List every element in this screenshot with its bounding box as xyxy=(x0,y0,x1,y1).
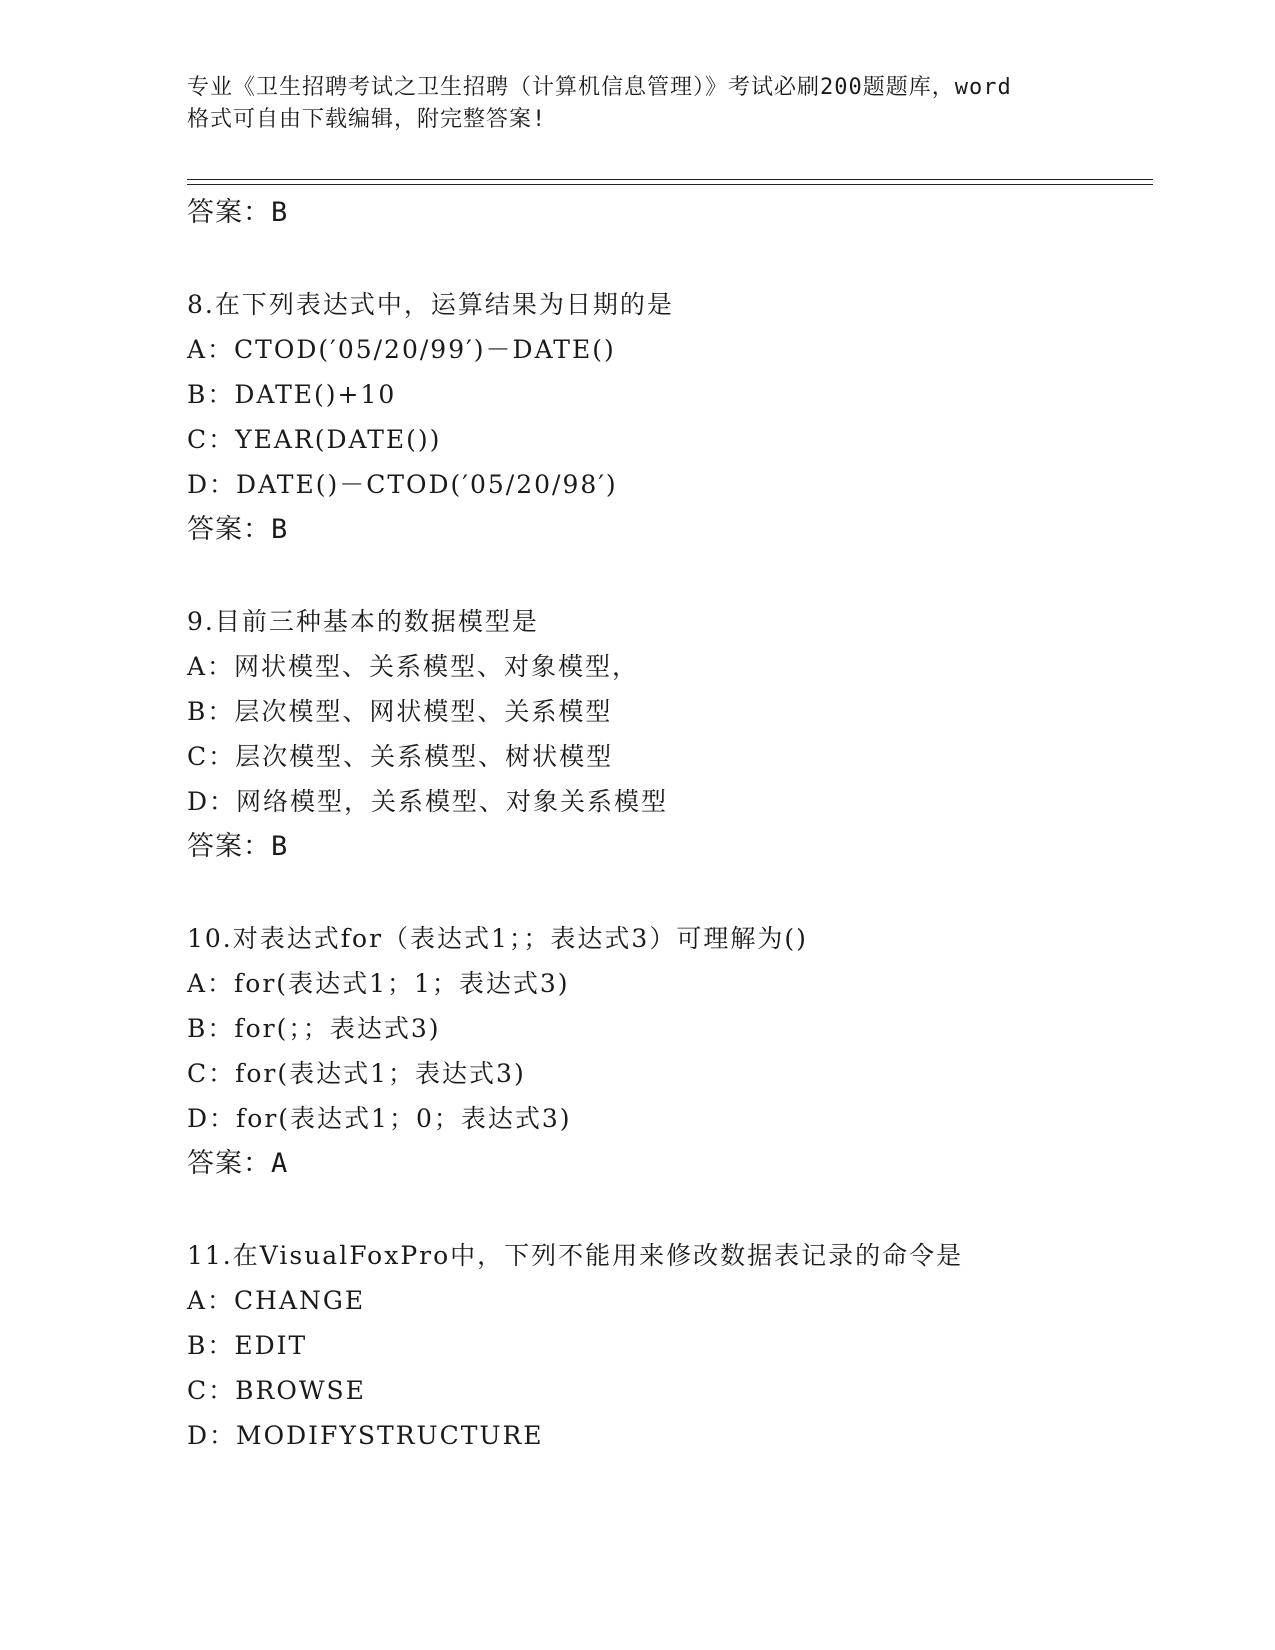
question-block xyxy=(187,599,1147,869)
option-a: A：CHANGE xyxy=(187,1286,366,1315)
spacer xyxy=(187,869,1147,916)
option-c: C：层次模型、关系模型、树状模型 xyxy=(187,742,614,771)
option-b: B：层次模型、网状模型、关系模型 xyxy=(187,697,613,726)
option-d: D：MODIFYSTRUCTURE xyxy=(187,1421,544,1450)
previous-answer: 答案：B xyxy=(187,197,289,228)
option-d: D：DATE()－CTOD(′05/20/98′) xyxy=(187,470,618,499)
option-b: B：for(；；表达式3) xyxy=(187,1014,441,1043)
option-a: A：网状模型、关系模型、对象模型， xyxy=(187,652,640,681)
question-answer: 答案：B xyxy=(187,831,289,862)
question-answer: 答案：B xyxy=(187,514,289,545)
question-stem: 8.在下列表达式中，运算结果为日期的是 xyxy=(187,290,674,319)
question-answer: 答案：A xyxy=(187,1148,289,1179)
spacer xyxy=(187,552,1147,599)
option-d: D：for(表达式1；0；表达式3) xyxy=(187,1104,572,1133)
option-c: C：for(表达式1；表达式3) xyxy=(187,1059,526,1088)
option-b: B：EDIT xyxy=(187,1331,308,1360)
header-title-line-2: 格式可自由下载编辑，附完整答案! xyxy=(187,107,547,132)
spacer xyxy=(187,1186,1147,1233)
header-divider-top xyxy=(187,179,1153,180)
option-a: A：CTOD(′05/20/99′)－DATE() xyxy=(187,335,616,364)
question-stem: 10.对表达式for（表达式1；；表达式3）可理解为() xyxy=(187,924,808,953)
document-header xyxy=(187,72,1087,136)
question-block xyxy=(187,916,1147,1186)
spacer xyxy=(187,235,1147,282)
option-d: D：网络模型，关系模型、对象关系模型 xyxy=(187,787,669,816)
question-block xyxy=(187,282,1147,552)
question-block xyxy=(187,1233,1147,1458)
header-divider-bottom xyxy=(187,184,1153,185)
question-list xyxy=(187,190,1147,1458)
header-title-line-1: 专业《卫生招聘考试之卫生招聘（计算机信息管理）》考试必刷200题题库，word xyxy=(187,75,1012,100)
option-b: B：DATE()+10 xyxy=(187,380,397,409)
option-c: C：BROWSE xyxy=(187,1376,366,1405)
option-a: A：for(表达式1；1；表达式3) xyxy=(187,969,570,998)
option-c: C：YEAR(DATE()) xyxy=(187,425,442,454)
question-stem: 11.在VisualFoxPro中，下列不能用来修改数据表记录的命令是 xyxy=(187,1241,964,1270)
question-stem: 9.目前三种基本的数据模型是 xyxy=(187,607,539,636)
